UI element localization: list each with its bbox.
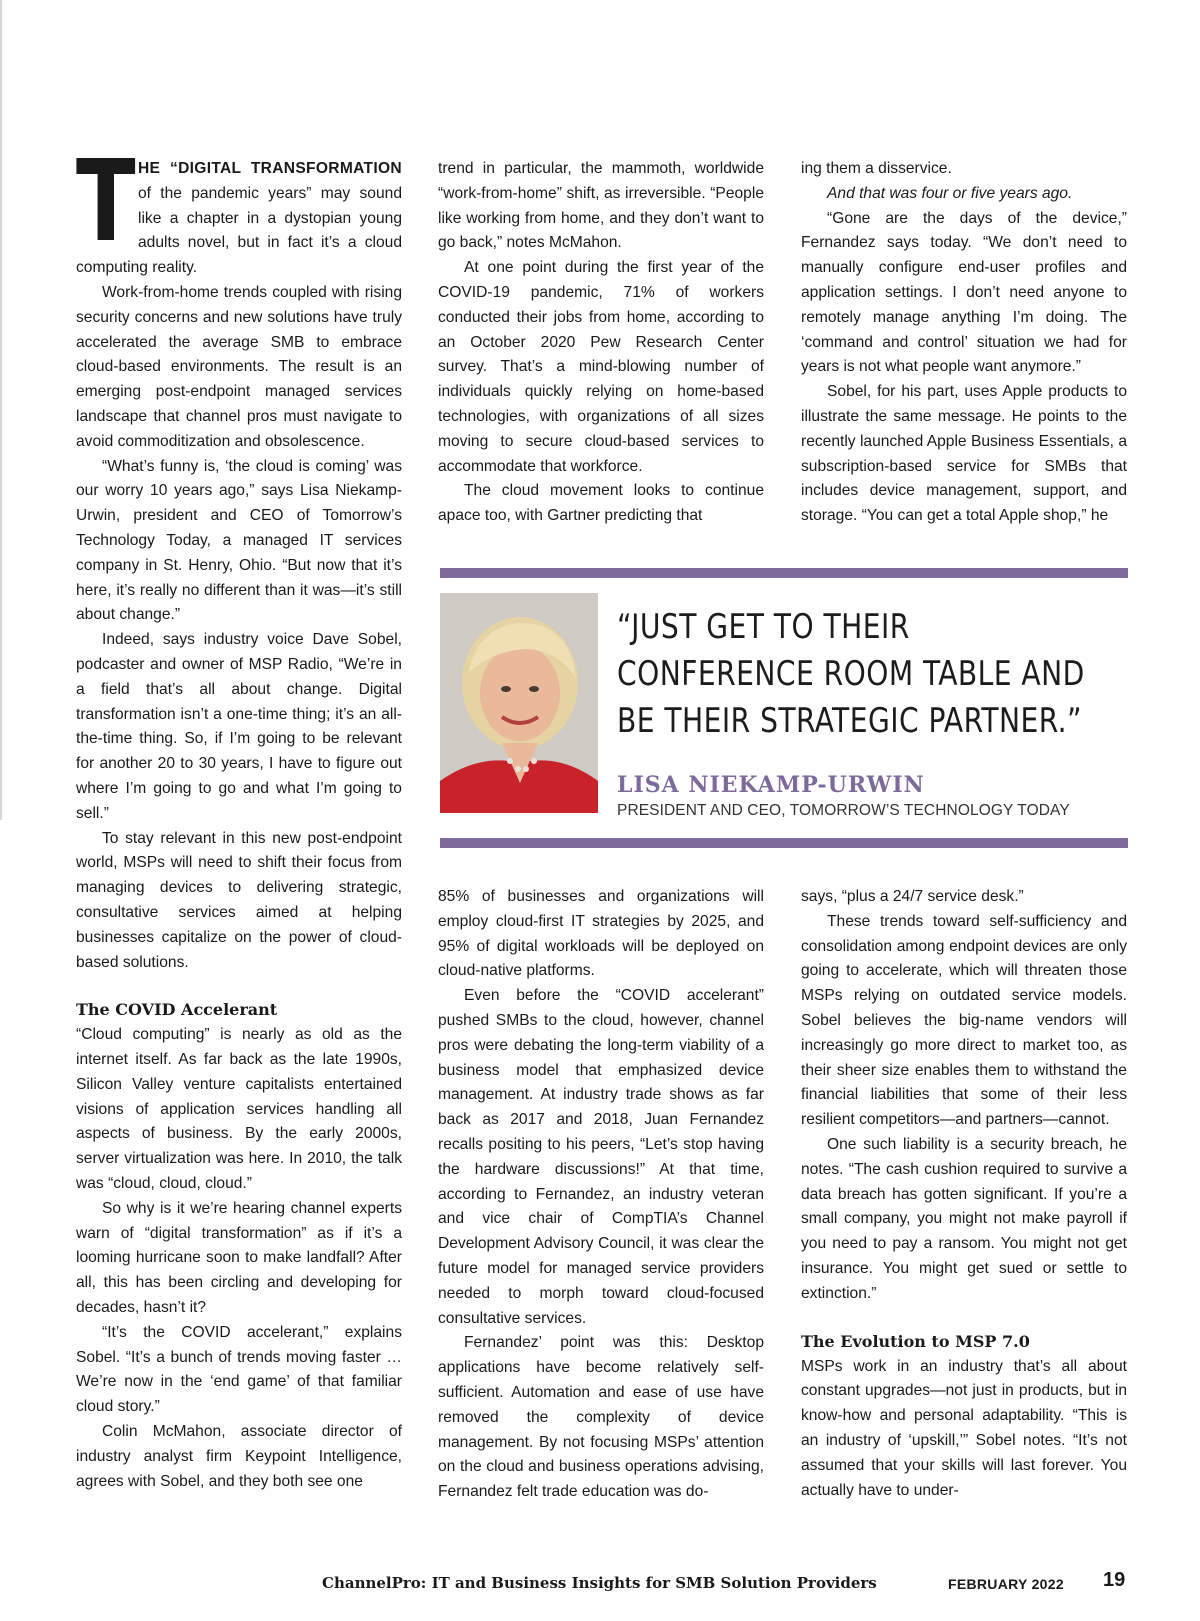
article-column-1 [76,137,402,1494]
article-column-2 [438,157,764,529]
section-heading-evolution: The Evolution to MSP 7.0 [801,1331,1030,1351]
paragraph: Indeed, says industry voice Dave Sobel, podcaster and owner of MSP Radio, “We’re in a field that’s all about change. Digital transformation isn’t a one-time thing; it’s an all-the-time thing. So, if I’m going to be relevant for another 20 to 30 years, I have to figure out where I’m going to go and what I’m going to sell.” [76,631,402,822]
paragraph: So why is it we’re hearing channel experts warn of “digital transformation” as if it’s a looming hurricane soon to make landfall? After all, this has been circling and developing for decades, hasn’t it? [76,1199,402,1317]
paragraph: These trends toward self-sufficiency and consolidation among endpoint devices are only going to accelerate, which will threaten those MSPs relying on outdated service models. Sobel believes the big-name vendors will increasingly go more direct to market too, as their sheer size enables them to withstand the financial liabilities that some of their less resilient competitors—and partners—cannot. [801,912,1127,1129]
page-edge-shadow [0,0,2,820]
article-column-4 [438,885,764,1505]
paragraph: One such liability is a security breach, he notes. “The cash cushion required to survive a data breach has gotten significant. If you’re a small company, you might not make payroll if you need to pay a ransom. You might not get insurance. You might get sued or settle to extinction.” [801,1135,1127,1302]
paragraph: To stay relevant in this new post-endpoint world, MSPs will need to shift their focus from managing devices to delivering strategic, consultative services aimed at helping businesses capitalize on the power of cloud-based solutions. [76,829,402,971]
paragraph: “What’s funny is, ‘the cloud is coming’ was our worry 10 years ago,” says Lisa Niekamp-Urwin, president and CEO of Tomorrow’s Technology Today, a managed IT services company in St. Henry, Ohio. “But now that it’s here, it’s really no different than it was—it’s still about change.” [76,457,402,624]
paragraph: The cloud movement looks to continue apace too, with Gartner predicting that [438,482,764,525]
paragraph: “Gone are the days of the device,” Fernandez says today. “We don’t need to manually configure end-user profiles and application settings. I don’t need anyone to remotely manage anything I’m doing. The ‘command and control’ situation we had for years is not what people want anymore.” [801,209,1127,376]
paragraph: Colin McMahon, associate director of industry analyst firm Keypoint Intelligence, agrees with Sobel, and they both see one [76,1423,402,1490]
article-column-3 [801,157,1127,529]
pullquote-text: “JUST GET TO THEIR CONFERENCE ROOM TABLE AND BE THEIR STRATEGIC PARTNER.” [617,607,1085,741]
pullquote-name: LISA NIEKAMP-URWIN [617,772,925,798]
paragraph: trend in particular, the mammoth, worldwide “work-from-home” shift, as irreversible. “People like working from home, and they don’t want to go back,” notes McMahon. [438,160,764,252]
paragraph: Fernandez’ point was this: Desktop applications have become relatively self-sufficient. Automation and ease of use have removed the complexity of device management. By not focusing MSPs’ attention on the cloud and business operations advising, Fernandez felt trade education was do- [438,1334,764,1501]
intro-paragraph [76,137,402,281]
drop-cap: T [76,137,136,267]
portrait-illustration [440,593,598,813]
paragraph: MSPs work in an industry that’s all about constant upgrades—not just in products, but in know-how and personal adaptability. “This is an industry of ‘upskill,’” Sobel notes. “It’s not assumed that your skills will last forever. You actually have to under- [801,1357,1127,1499]
lead-in: HE “DIGITAL TRANSFORMATION [138,160,402,177]
intro-text: of the pandemic years” may sound like a chapter in a dystopian young adults novel, but in fact it’s a cloud computing reality. [76,184,402,277]
paragraph: Work-from-home trends coupled with rising security concerns and new solutions have truly accelerated the average SMB to embrace cloud-based environments. The result is an emerging post-endpoint managed services landscape that channel pros must navigate to avoid commoditization and obsolescence. [76,283,402,450]
article-column-5 [801,885,1127,1503]
pullquote-bottom-rule [440,838,1128,848]
paragraph: Even before the “COVID accelerant” pushed SMBs to the cloud, however, channel pros were debating the long-term viability of a business model that emphasized device management. At industry trade shows as far back as 2017 and 2018, Juan Fernandez recalls positing to his peers, “Let’s stop having the hardware discussions!” At that time, according to Fernandez, an industry veteran and vice chair of CompTIA’s Channel Development Advisory Council, it was clear the future model for managed service providers needed to morph toward cloud-focused consultative services. [438,987,764,1327]
footer-date: FEBRUARY 2022 [948,1576,1064,1592]
paragraph: “Cloud computing” is nearly as old as the internet itself. As far back as the late 1990s, Silicon Valley venture capitalists entertained visions of application services handling all aspects of business. By the early 2000s, server virtualization was here. In 2010, the talk was “cloud, cloud, cloud.” [76,1026,402,1193]
pullquote-role: PRESIDENT AND CEO, TOMORROW’S TECHNOLOGY TODAY [617,802,1070,819]
paragraph: 85% of businesses and organizations will employ cloud-first IT strategies by 2025, and 95% of digital workloads will be deployed on cloud-native platforms. [438,888,764,980]
paragraph: says, “plus a 24/7 service desk.” [801,888,1024,905]
footer-publication: ChannelPro: IT and Business Insights for SMB Solution Providers [322,1574,877,1592]
paragraph: ing them a disservice. [801,160,952,177]
paragraph: “It’s the COVID accelerant,” explains Sobel. “It’s a bunch of trends moving faster … We’re now in the ‘end game’ of that familiar cloud story.” [76,1323,402,1416]
italic-paragraph: And that was four or five years ago. [827,184,1073,202]
section-heading-covid: The COVID Accelerant [76,1000,278,1020]
portrait-photo [440,593,598,813]
paragraph: At one point during the first year of the COVID-19 pandemic, 71% of workers conducted their jobs from home, according to an October 2020 Pew Research Center survey. That’s a mind-blowing number of individuals quickly relying on home-based technologies, with organizations of all sizes moving to secure cloud-based services to accommodate that workforce. [438,259,764,475]
page-number: 19 [1103,1569,1126,1591]
paragraph: Sobel, for his part, uses Apple products to illustrate the same message. He points to the recently launched Apple Business Essentials, a subscription-based service for SMBs that includes device management, support, and storage. “You can get a total Apple shop,” he [801,383,1127,525]
pullquote-top-rule [440,568,1128,578]
